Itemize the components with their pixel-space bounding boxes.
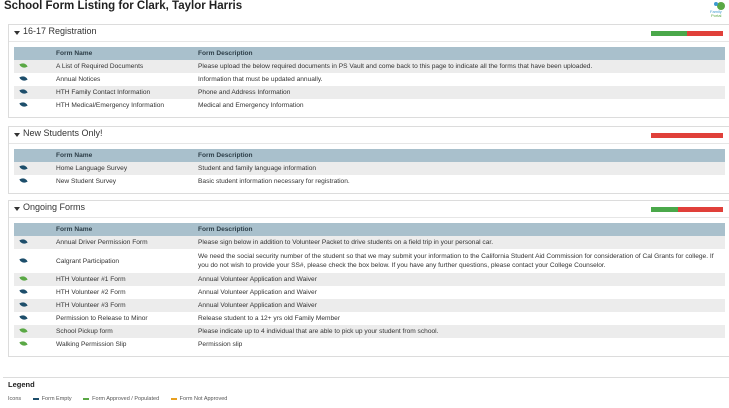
form-empty-leaf-icon xyxy=(19,288,27,295)
status-cell xyxy=(14,73,56,86)
table-header-row xyxy=(14,149,725,162)
collapse-caret-icon[interactable] xyxy=(14,133,20,137)
table-row[interactable] xyxy=(14,312,725,325)
section-progress-bar xyxy=(651,31,723,36)
form-section xyxy=(8,126,729,194)
collapse-caret-icon[interactable] xyxy=(14,31,20,35)
progress-incomplete xyxy=(651,133,723,138)
status-cell xyxy=(14,338,56,351)
form-description: Student and family language information xyxy=(198,162,725,175)
form-empty-leaf-icon xyxy=(19,75,27,82)
table-row[interactable] xyxy=(14,273,725,286)
form-description: Medical and Emergency Information xyxy=(198,102,304,109)
form-name-link[interactable]: Permission to Release to Minor xyxy=(56,315,148,322)
form-description: Information that must be updated annually. xyxy=(198,76,323,83)
collapse-caret-icon[interactable] xyxy=(14,207,20,211)
status-cell xyxy=(14,299,56,312)
legend-item-approved: Form Approved / Populated xyxy=(83,396,159,402)
form-description: Please sign below in addition to Volunteer Packet to drive students on a field trip in your personal car. xyxy=(198,236,725,249)
forms-table xyxy=(14,149,725,188)
table-row[interactable] xyxy=(14,249,725,273)
svg-text:Family: Family xyxy=(710,9,722,14)
form-name-link[interactable]: HTH Medical/Emergency Information xyxy=(56,102,165,109)
status-cell xyxy=(14,312,56,325)
form-name-link[interactable]: Annual Notices xyxy=(56,76,101,83)
form-empty-leaf-icon xyxy=(19,256,27,263)
table-row[interactable] xyxy=(14,299,725,312)
table-row[interactable] xyxy=(14,338,725,351)
section-header[interactable] xyxy=(9,127,729,144)
icon-column-header xyxy=(14,223,56,236)
legend-item-not-approved: Form Not Approved xyxy=(171,396,228,402)
form-description-column-header: Form Description xyxy=(198,223,725,236)
progress-incomplete xyxy=(678,207,723,212)
section-title: Ongoing Forms xyxy=(23,202,86,212)
section-title: New Students Only! xyxy=(23,128,103,138)
form-description: Please indicate up to 4 individual that are able to pick up your student from school. xyxy=(198,325,725,338)
icon-column-header xyxy=(14,47,56,60)
form-approved-leaf-icon xyxy=(19,62,27,69)
table-row[interactable] xyxy=(14,99,725,112)
form-empty-leaf-icon xyxy=(19,177,27,184)
form-name-column-header: Form Name xyxy=(56,47,198,60)
form-name-link[interactable]: Annual Driver Permission Form xyxy=(56,236,198,249)
table-row[interactable] xyxy=(14,73,725,86)
icon-column-header xyxy=(14,149,56,162)
form-name-link[interactable]: HTH Family Contact Information xyxy=(56,86,198,99)
form-description: Annual Volunteer Application and Waiver xyxy=(198,273,725,286)
status-cell xyxy=(14,162,56,175)
progress-incomplete xyxy=(687,31,723,36)
status-cell xyxy=(14,86,56,99)
form-name-link[interactable]: School Pickup form xyxy=(56,325,198,338)
legend-item-empty: Form Empty xyxy=(33,396,72,402)
legend-items xyxy=(8,396,237,402)
table-row[interactable] xyxy=(14,175,725,188)
form-description: Release student to a 12+ yrs old Family Member xyxy=(198,315,341,322)
progress-complete xyxy=(651,207,678,212)
form-name-link[interactable]: HTH Volunteer #3 Form xyxy=(56,299,198,312)
form-empty-leaf-icon xyxy=(19,314,27,321)
logo-icon xyxy=(701,0,727,20)
table-row[interactable] xyxy=(14,286,725,299)
form-section xyxy=(8,24,729,118)
section-header[interactable] xyxy=(9,201,729,218)
form-empty-leaf-icon xyxy=(19,101,27,108)
form-description: Permission slip xyxy=(198,341,243,348)
status-cell xyxy=(14,99,56,112)
form-empty-leaf-icon xyxy=(19,88,27,95)
table-row[interactable] xyxy=(14,236,725,249)
table-header-row xyxy=(14,223,725,236)
form-name-column-header: Form Name xyxy=(56,149,198,162)
section-header[interactable] xyxy=(9,25,729,42)
section-progress-bar xyxy=(651,207,723,212)
forms-table xyxy=(14,47,725,112)
form-description: Phone and Address Information xyxy=(198,86,725,99)
table-row[interactable] xyxy=(14,162,725,175)
form-description-column-header: Form Description xyxy=(198,149,725,162)
form-description: Basic student information necessary for registration. xyxy=(198,178,350,185)
form-empty-leaf-icon xyxy=(19,301,27,308)
svg-text:Portal: Portal xyxy=(711,13,722,18)
form-name-link[interactable]: Calgrant Participation xyxy=(56,257,120,265)
form-name-link[interactable]: A List of Required Documents xyxy=(56,60,198,73)
status-cell xyxy=(14,175,56,188)
status-cell xyxy=(14,249,56,273)
form-name-link[interactable]: HTH Volunteer #1 Form xyxy=(56,273,198,286)
legend xyxy=(3,377,729,408)
legend-title: Legend xyxy=(8,380,35,389)
form-empty-leaf-icon xyxy=(19,238,27,245)
form-description-column-header: Form Description xyxy=(198,47,725,60)
progress-complete xyxy=(651,31,687,36)
forms-table xyxy=(14,223,725,351)
status-cell xyxy=(14,236,56,249)
form-name-link[interactable]: HTH Volunteer #2 Form xyxy=(56,289,126,296)
form-empty-leaf-icon xyxy=(19,164,27,171)
status-cell xyxy=(14,273,56,286)
form-section xyxy=(8,200,729,357)
form-approved-leaf-icon xyxy=(19,275,27,282)
table-row[interactable] xyxy=(14,60,725,73)
table-row[interactable] xyxy=(14,325,725,338)
form-description: Please upload the below required documents in PS Vault and come back to this page to indicate all the forms that have been uploaded. xyxy=(198,60,725,73)
form-description: Annual Volunteer Application and Waiver xyxy=(198,299,725,312)
form-approved-leaf-icon xyxy=(19,327,27,334)
form-approved-leaf-icon xyxy=(19,340,27,347)
legend-item-icons: Icons xyxy=(8,396,22,402)
status-cell xyxy=(14,60,56,73)
form-name-column-header: Form Name xyxy=(56,223,198,236)
form-description: We need the social security number of the student so that we may submit your information to the California Student Aid Commission for consideration of Cal Grants for college. If you do not wish to provide your SS#, please check the box below. If you have any further questions, please contact your College Counselor. xyxy=(198,253,714,269)
form-description: Annual Volunteer Application and Waiver xyxy=(198,289,317,296)
section-title: 16-17 Registration xyxy=(23,26,97,36)
form-name-link[interactable]: New Student Survey xyxy=(56,178,117,185)
status-cell xyxy=(14,286,56,299)
page-title: School Form Listing for Clark, Taylor Harris xyxy=(4,0,243,12)
status-cell xyxy=(14,325,56,338)
table-row[interactable] xyxy=(14,86,725,99)
form-name-link[interactable]: Home Language Survey xyxy=(56,162,198,175)
section-progress-bar xyxy=(651,133,723,138)
table-header-row xyxy=(14,47,725,60)
form-name-link[interactable]: Walking Permission Slip xyxy=(56,341,127,348)
